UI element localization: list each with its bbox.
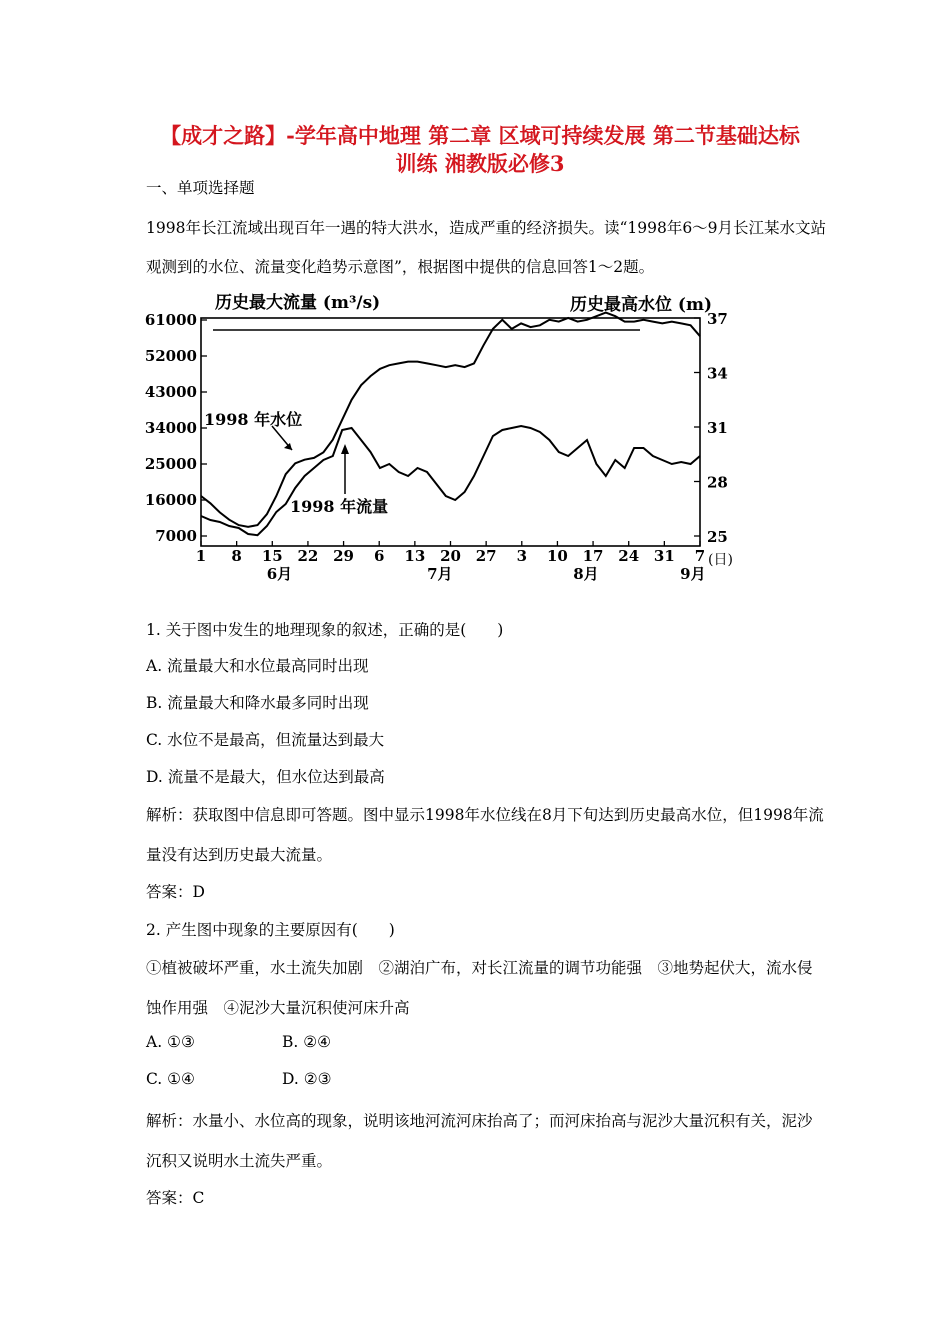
question-1-answer: 答案：D [146, 883, 205, 901]
question-2-option-d: D. ②③ [282, 1070, 332, 1088]
x-tick-label: 1 [195, 547, 207, 565]
annotation-flow-arrowhead [341, 444, 349, 454]
x-tick-label: 3 [516, 547, 528, 565]
x-tick-label: 24 [618, 547, 640, 565]
question-2-option-c: C. ①④ [146, 1070, 195, 1088]
x-tick-label: 20 [440, 547, 461, 565]
month-label: 7月 [427, 565, 453, 583]
question-1-option-d: D. 流量不是最大，但水位达到最高 [146, 768, 385, 786]
month-label: 6月 [266, 565, 293, 583]
x-tick-label: 31 [653, 547, 675, 565]
x-unit-label: (日) [708, 552, 733, 568]
intro-line-2: 观测到的水位、流量变化趋势示意图”，根据图中提供的信息回答1～2题。 [146, 258, 655, 276]
month-label: 8月 [573, 565, 599, 583]
question-1-option-a: A. 流量最大和水位最高同时出现 [146, 657, 369, 675]
x-tick-label: 17 [582, 547, 604, 565]
question-2-option-a: A. ①③ [146, 1033, 195, 1051]
chart-title-right: 历史最高水位 (m) [570, 295, 712, 315]
y-left-tick-label: 43000 [144, 383, 197, 401]
y-left-tick-label: 61000 [144, 311, 197, 329]
question-1-option-c: C. 水位不是最高，但流量达到最大 [146, 731, 385, 749]
question-2-option-b: B. ②④ [282, 1033, 332, 1051]
x-tick-label: 8 [231, 547, 242, 565]
intro-line-1: 1998年长江流域出现百年一遇的特大洪水，造成严重的经济损失。读“1998年6～9月长江某水文站 [146, 219, 827, 237]
question-2-statements-line-1: ①植被破坏严重，水土流失加剧 ②湖泊广布，对长江流量的调节功能强 ③地势起伏大，流水侵 [146, 959, 813, 977]
x-tick-label: 27 [475, 547, 497, 565]
x-tick-label: 7 [694, 547, 706, 565]
y-left-tick-label: 7000 [155, 527, 197, 545]
question-1-analysis-line-2: 量没有达到历史最大流量。 [146, 846, 333, 864]
question-2-stem: 2. 产生图中现象的主要原因有( ) [146, 921, 395, 939]
y-right-tick-label: 37 [707, 310, 728, 328]
x-tick-label: 15 [261, 547, 283, 565]
water-level-flow-chart [140, 286, 750, 586]
y-right-tick-label: 25 [707, 528, 728, 546]
question-2-analysis-line-2: 沉积又说明水土流失严重。 [146, 1152, 333, 1170]
y-left-tick-label: 34000 [144, 419, 197, 437]
question-2-answer: 答案：C [146, 1189, 205, 1207]
question-1-option-b: B. 流量最大和降水最多同时出现 [146, 694, 369, 712]
question-1-analysis-line-1: 解析：获取图中信息即可答题。图中显示1998年水位线在8月下旬达到历史最高水位，但1998年流 [146, 806, 824, 824]
x-tick-label: 13 [404, 547, 426, 565]
y-right-tick-label: 34 [707, 364, 728, 383]
y-left-tick-label: 16000 [144, 491, 197, 509]
page-title: 【成才之路】-学年高中地理 第二章 区域可持续发展 第二节基础达标训练 湘教版必修3 [160, 123, 800, 176]
series-flow-line [201, 426, 700, 535]
chart-title-left: 历史最大流量 (m³/s) [215, 293, 381, 313]
month-label: 9月 [680, 565, 706, 583]
x-tick-label: 22 [297, 547, 319, 565]
y-left-tick-label: 25000 [144, 455, 197, 473]
annotation-flow: 1998 年流量 [290, 497, 389, 516]
x-tick-label: 29 [333, 547, 355, 565]
y-right-tick-label: 28 [707, 473, 728, 492]
section-heading: 一、单项选择题 [146, 179, 255, 197]
question-2-analysis-line-1: 解析：水量小、水位高的现象，说明该地河流河床抬高了；而河床抬高与泥沙大量沉积有关，泥沙 [146, 1112, 813, 1130]
question-2-statements-line-2: 蚀作用强 ④泥沙大量沉积使河床升高 [146, 999, 410, 1017]
annotation-level: 1998 年水位 [204, 410, 303, 429]
y-left-tick-label: 52000 [144, 347, 197, 365]
question-1-stem: 1. 关于图中发生的地理现象的叙述，正确的是( ) [146, 621, 504, 639]
x-tick-label: 10 [546, 547, 568, 565]
y-right-tick-label: 31 [707, 419, 728, 437]
x-tick-label: 6 [373, 547, 385, 565]
